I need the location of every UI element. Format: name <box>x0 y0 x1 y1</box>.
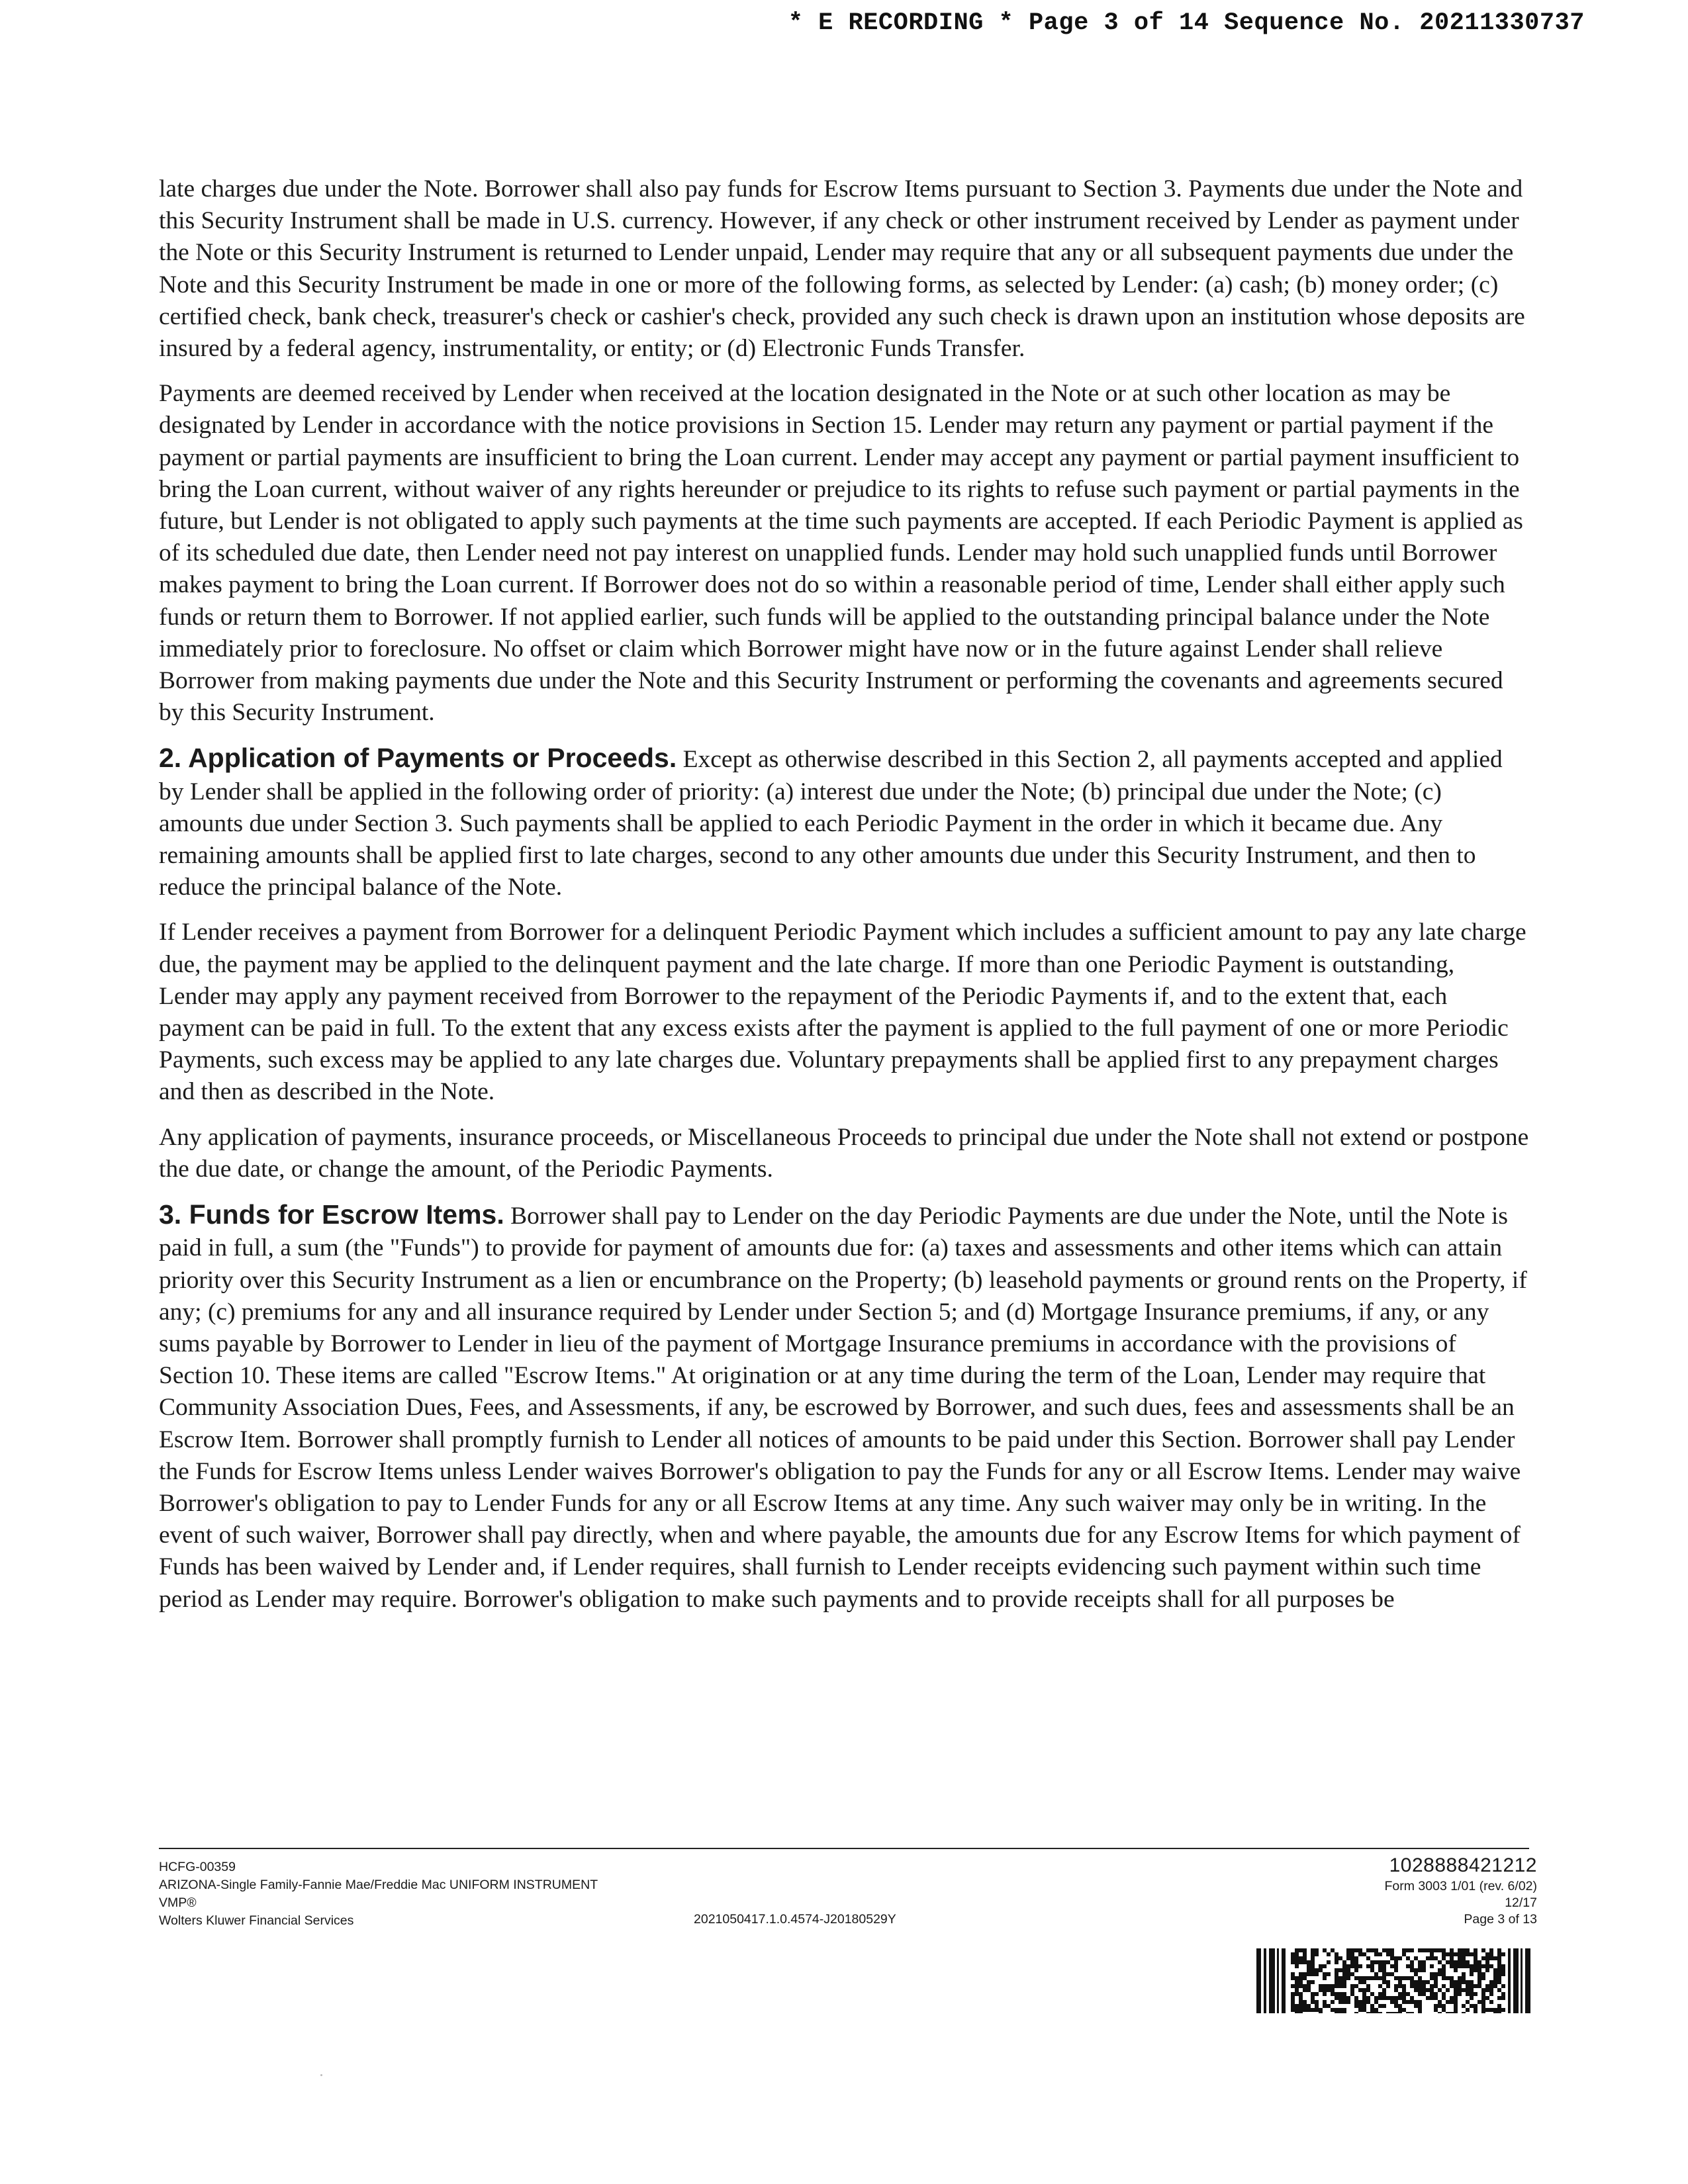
barcode-2d <box>1256 1948 1530 2013</box>
footer-divider <box>159 1848 1529 1849</box>
section-3-funds-for-escrow <box>159 1199 1529 1615</box>
footer-vmp: VMP® <box>159 1895 197 1910</box>
section-2-text: Except as otherwise described in this Section 2, all payments accepted and applied by Lender shall be applied in the following order of priority: (a) interest due under the Note; (b) principal due under the Note; (c) amounts due under Section 3. Such payments shall be applied to each Periodic Payment in the order in which it became due. Any remaining amounts shall be applied first to late charges, second to any other amounts due under this Security Instrument, and then to reduce the principal balance of the Note. <box>159 746 1503 901</box>
footer-right-block <box>1385 1853 1538 1928</box>
footer-form-id: HCFG-00359 <box>159 1860 236 1874</box>
recording-header: * E RECORDING * Page 3 of 14 Sequence No. 20211330737 <box>788 9 1585 37</box>
footer-form-info <box>159 1858 598 1930</box>
form-revision: 12/17 <box>1505 1895 1537 1910</box>
footer-publisher: Wolters Kluwer Financial Services <box>159 1913 354 1928</box>
section-3-heading: 3. Funds for Escrow Items. <box>159 1199 504 1230</box>
paragraph-payments-received: Payments are deemed received by Lender when received at the location designated in the Note or at such other location as may be designated by Lender in accordance with the notice provisions in Section 15. Lender may return any payment or partial payment if the payment or partial payments are insufficient to bring the Loan current. Lender may accept any payment or partial payment insufficient to bring the Loan current, without waiver of any rights hereunder or prejudice to its rights to refuse such payment or partial payments in the future, but Lender is not obligated to apply such payments at the time such payments are accepted. If each Periodic Payment is applied as of its scheduled due date, then Lender need not pay interest on unapplied funds. Lender may hold such unapplied funds until Borrower makes payment to bring the Loan current. If Borrower does not do so within a reasonable period of time, Lender shall either apply such funds or return them to Borrower. If not applied earlier, such funds will be applied to the outstanding principal balance under the Note immediately prior to foreclosure. No offset or claim which Borrower might have now or in the future against Lender shall relieve Borrower from making payments due under the Note and this Security Instrument or performing the covenants and agreements secured by this Security Instrument. <box>159 380 1523 727</box>
scan-speck <box>320 2074 322 2076</box>
paragraph-payments-currency: late charges due under the Note. Borrower shall also pay funds for Escrow Items pursuant to Section 3. Payments due under the Note and this Security Instrument shall be made in U.S. currency. However, if any check or other instrument received by Lender as payment under the Note or this Security Instrument is returned to Lender unpaid, Lender may require that any or all subsequent payments due under the Note and this Security Instrument be made in one or more of the following forms, as selected by Lender: (a) cash; (b) money order; (c) certified check, bank check, treasurer's check or cashier's check, provided any such check is drawn upon an institution whose deposits are insured by a federal agency, instrumentality, or entity; or (d) Electronic Funds Transfer. <box>159 175 1525 363</box>
section-3-text: Borrower shall pay to Lender on the day Periodic Payments are due under the Note, until the Note is paid in full, a sum (the "Funds") to provide for payment of amounts due for: (a) taxes and assessments and other items which can attain priority over this Security Instrument as a lien or encumbrance on the Property; (b) leasehold payments or ground rents on the Property, if any; (c) premiums for any and all insurance required by Lender under Section 5; and (d) Mortgage Insurance premiums, if any, or any sums payable by Borrower to Lender in lieu of the payment of Mortgage Insurance premiums in accordance with the provisions of Section 10. These items are called "Escrow Items." At origination or at any time during the term of the Loan, Lender may require that Community Association Dues, Fees, and Assessments, if any, be escrowed by Borrower, and such dues, fees and assessments shall be an Escrow Item. Borrower shall promptly furnish to Lender all notices of amounts to be paid under this Section. Borrower shall pay Lender the Funds for Escrow Items unless Lender waives Borrower's obligation to pay the Funds for any or all Escrow Items. Lender may waive Borrower's obligation to pay to Lender Funds for any or all Escrow Items at any time. Any such waiver may only be in writing. In the event of such waiver, Borrower shall pay directly, when and where payable, the amounts due for any Escrow Items for which payment of Funds has been waived by Lender and, if Lender requires, shall furnish to Lender receipts evidencing such payment within such time period as Lender may require. Borrower's obligation to make such payments and to provide receipts shall for all purposes be <box>159 1203 1527 1613</box>
section-2-heading: 2. Application of Payments or Proceeds. <box>159 743 677 774</box>
page-number: Page 3 of 13 <box>1464 1912 1537 1927</box>
footer-form-title: ARIZONA-Single Family-Fannie Mae/Freddie Mac UNIFORM INSTRUMENT <box>159 1878 598 1892</box>
document-body <box>159 173 1529 1629</box>
footer-document-code: 2021050417.1.0.4574-J20180529Y <box>694 1912 896 1927</box>
paragraph-delinquent-payment: If Lender receives a payment from Borrower for a delinquent Periodic Payment which includes a sufficient amount to pay any late charge due, the payment may be applied to the delinquent payment and the late charge. If more than one Periodic Payment is outstanding, Lender may apply any payment received from Borrower to the repayment of the Periodic Payments if, and to the extent that, each payment can be paid in full. To the extent that any excess exists after the payment is applied to the full payment of one or more Periodic Payments, such excess may be applied to any late charges due. Voluntary prepayments shall be applied first to any prepayment charges and then as described in the Note. <box>159 919 1526 1106</box>
section-2-application-of-payments <box>159 742 1529 903</box>
paragraph-application-no-extension: Any application of payments, insurance proceeds, or Miscellaneous Proceeds to principal due under the Note shall not extend or postpone the due date, or change the amount, of the Periodic Payments. <box>159 1123 1529 1183</box>
form-number: Form 3003 1/01 (rev. 6/02) <box>1384 1879 1537 1893</box>
loan-number: 1028888421212 <box>1389 1854 1537 1876</box>
